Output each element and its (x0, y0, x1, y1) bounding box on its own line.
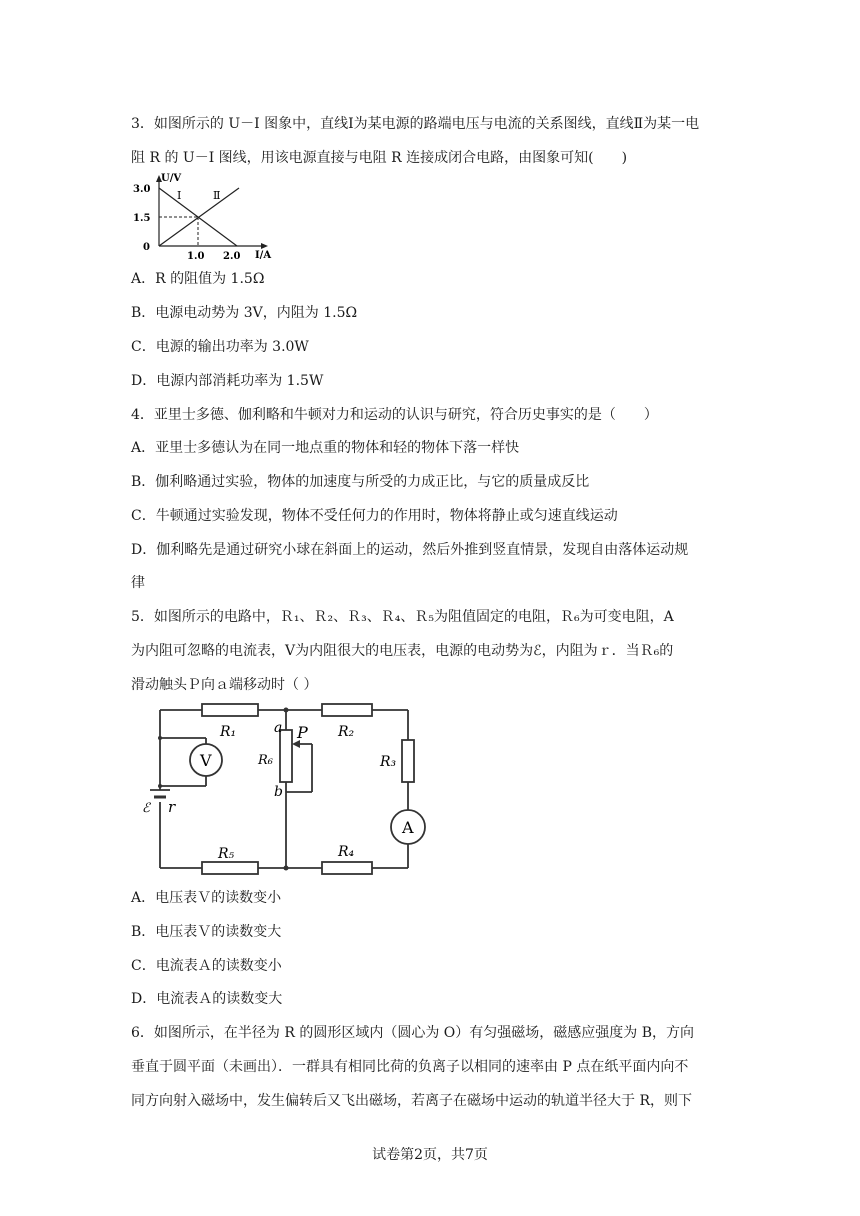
q5-stem-line3: 滑动触头Ｐ向ａ端移动时（ ） (131, 677, 318, 693)
q6-stem-line1: 6．如图所示，在半径为 R 的圆形区域内（圆心为 O）有匀强磁场，磁感应强度为 B，方向 (131, 1025, 695, 1041)
variable-resistor-r6 (280, 730, 292, 782)
label-emf: ℰ (142, 801, 150, 816)
x-axis-arrow (261, 243, 268, 249)
q6-stem-line2: 垂直于圆平面（未画出）．一群具有相同比荷的负离子以相同的速率由 P 点在纸平面内向不 (131, 1059, 689, 1075)
label-r5: R₅ (218, 846, 235, 862)
label-b-end: b (274, 784, 283, 800)
line-I-label: Ⅰ (177, 189, 182, 202)
label-r1: R₁ (220, 724, 237, 740)
q3-option-d: D．电源内部消耗功率为 1.5W (131, 373, 324, 389)
x-tick-1: 1.0 (187, 251, 205, 262)
q4-option-b: B．伽利略通过实验，物体的加速度与所受的力成正比，与它的质量成反比 (131, 474, 590, 490)
q3-option-b: B．电源电动势为 3V，内阻为 1.5Ω (131, 305, 358, 321)
q5-circuit-diagram (140, 700, 440, 880)
label-v: V (200, 751, 212, 770)
y-tick-3: 3.0 (133, 184, 151, 195)
resistor-r2 (322, 704, 372, 716)
q4-stem: 4．亚里士多德、伽利略和牛顿对力和运动的认识与研究，符合历史事实的是（ ） (131, 407, 658, 423)
q5-stem-line2: 为内阻可忽略的电流表，V为内阻很大的电压表，电源的电动势为ℰ，内阻为ｒ．当Ｒ₆的 (131, 643, 674, 659)
label-a-end: a (274, 720, 283, 736)
q3-option-c: C．电源的输出功率为 3.0W (131, 339, 309, 355)
resistor-r5 (202, 862, 258, 874)
q3-ui-graph (131, 172, 281, 266)
q5-option-d: D．电流表Ａ的读数变大 (131, 991, 283, 1007)
q4-option-a: A．亚里士多德认为在同一地点重的物体和轻的物体下落一样快 (131, 440, 520, 456)
label-r3: R₃ (380, 754, 397, 770)
label-p: P (297, 723, 308, 742)
x-axis-label: I/A (255, 250, 272, 261)
label-a: A (402, 818, 414, 837)
y-tick-1-5: 1.5 (133, 213, 151, 224)
q3-stem-line2: 阻 R 的 U－I 图线，用该电源直接与电阻 R 连接成闭合电路，由图象可知( ) (131, 150, 628, 166)
label-r6: R₆ (258, 753, 273, 768)
q4-option-d-cont: 律 (131, 575, 145, 591)
q3-stem-line1: 3．如图所示的 U－I 图象中，直线Ⅰ为某电源的路端电压与电流的关系图线，直线Ⅱ为某一电 (131, 116, 700, 132)
q6-stem-line3: 同方向射入磁场中，发生偏转后又飞出磁场，若离子在磁场中运动的轨道半径大于 R，则下 (131, 1093, 692, 1109)
resistor-r4 (322, 862, 372, 874)
page-footer: 试卷第2页，共7页 (372, 1147, 488, 1163)
resistor-r3 (402, 740, 414, 782)
x-tick-2: 2.0 (223, 251, 241, 262)
q5-stem-line1: 5．如图所示的电路中，Ｒ₁、Ｒ₂、Ｒ₃、Ｒ₄、Ｒ₅为阻值固定的电阻，Ｒ₆为可变电阻，A (131, 609, 674, 625)
line-II-label: Ⅱ (213, 189, 221, 202)
y-axis-label: U/V (161, 173, 182, 184)
label-r4: R₄ (338, 844, 355, 860)
origin-label: 0 (143, 242, 150, 253)
q4-option-d: D．伽利略先是通过研究小球在斜面上的运动，然后外推到竖直情景，发现自由落体运动规 (131, 542, 689, 558)
q4-option-c: C．牛顿通过实验发现，物体不受任何力的作用时，物体将静止或匀速直线运动 (131, 508, 618, 524)
label-r: r (168, 798, 176, 816)
label-r2: R₂ (338, 724, 355, 740)
resistor-r1 (202, 704, 258, 716)
q5-option-b: B．电压表Ｖ的读数变大 (131, 924, 282, 940)
q5-option-a: A．电压表Ｖ的读数变小 (131, 890, 282, 906)
q3-option-a: A．R 的阻值为 1.5Ω (131, 271, 265, 287)
q5-option-c: C．电流表Ａ的读数变小 (131, 958, 282, 974)
